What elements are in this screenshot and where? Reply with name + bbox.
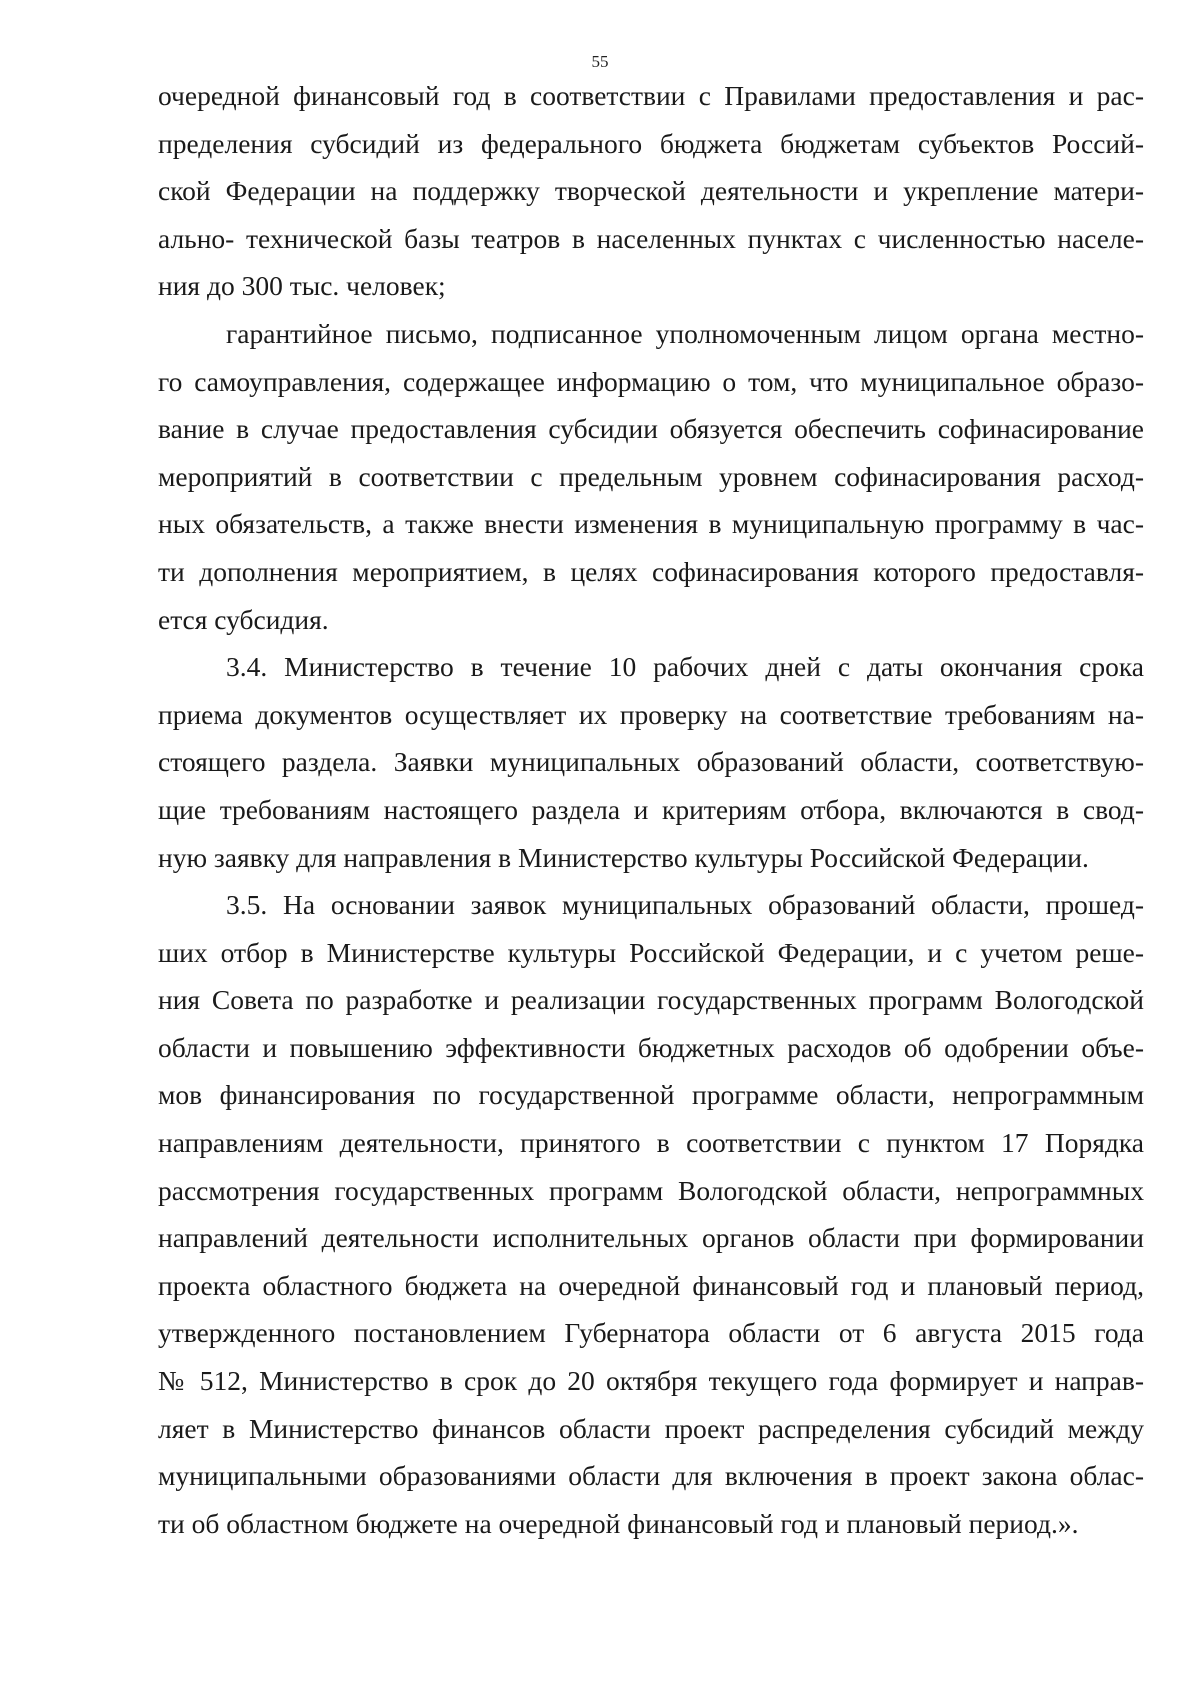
text-line: № 512, Министерство в срок до 20 октября текущего года формирует и направ-: [158, 1365, 1144, 1397]
text-line: ской Федерации на поддержку творческой деятельности и укрепление матери-: [158, 175, 1144, 207]
text-line: го самоуправления, содержащее информацию о том, что муниципальное образо-: [158, 365, 1144, 397]
document-body: [158, 72, 1144, 1547]
text-line: ния до 300 тыс. человек;: [158, 270, 446, 302]
text-line: ния Совета по разработке и реализации государственных программ Вологодской: [158, 984, 1144, 1016]
text-line: гарантийное письмо, подписанное уполномоченным лицом органа местно-: [226, 317, 1144, 349]
text-line: ти дополнения мероприятием, в целях софинасирования которого предоставля-: [158, 555, 1144, 587]
text-line: ется субсидия.: [158, 603, 329, 635]
text-line: проекта областного бюджета на очередной финансовый год и плановый период,: [158, 1269, 1144, 1301]
text-line: ную заявку для направления в Министерство культуры Российской Федерации.: [158, 841, 1089, 873]
text-line: ных обязательств, а также внести изменения в муниципальную программу в час-: [158, 508, 1144, 540]
paragraph-guarantee-letter: [158, 310, 1144, 643]
text-line: пределения субсидий из федерального бюджета бюджетам субъектов Россий-: [158, 127, 1144, 159]
text-line: щие требованиям настоящего раздела и критериям отбора, включаются в свод-: [158, 793, 1144, 825]
text-line: ально- технической базы театров в населенных пунктах с численностью населе-: [158, 222, 1144, 254]
text-line: приема документов осуществляет их проверку на соответствие требованиям на-: [158, 698, 1144, 730]
text-line: 3.4. Министерство в течение 10 рабочих дней с даты окончания срока: [226, 651, 1144, 683]
text-line: ших отбор в Министерстве культуры Российской Федерации, и с учетом реше-: [158, 936, 1144, 968]
text-line: рассмотрения государственных программ Вологодской области, непрограммных: [158, 1174, 1144, 1206]
text-line: направлениям деятельности, принятого в соответствии с пунктом 17 Порядка: [158, 1127, 1144, 1159]
text-line: стоящего раздела. Заявки муниципальных образований области, соответствую-: [158, 746, 1144, 778]
paragraph-continuation: [158, 72, 1144, 310]
paragraph-3-4: [158, 643, 1144, 881]
text-line: ляет в Министерство финансов области проект распределения субсидий между: [158, 1412, 1144, 1444]
text-line: мов финансирования по государственной программе области, непрограммным: [158, 1079, 1144, 1111]
text-line: утвержденного постановлением Губернатора области от 6 августа 2015 года: [158, 1317, 1144, 1349]
text-line: очередной финансовый год в соответствии с Правилами предоставления и рас-: [158, 80, 1144, 111]
page-number: 55: [591, 52, 609, 71]
text-line: муниципальными образованиями области для включения в проект закона облас-: [158, 1460, 1144, 1492]
text-line: 3.5. На основании заявок муниципальных образований области, прошед-: [226, 889, 1144, 921]
text-line: направлений деятельности исполнительных органов области при формировании: [158, 1222, 1144, 1254]
text-line: вание в случае предоставления субсидии обязуется обеспечить софинасирование: [158, 413, 1144, 445]
text-line: области и повышению эффективности бюджетных расходов об одобрении объе-: [158, 1031, 1144, 1063]
paragraph-3-5: [158, 881, 1144, 1547]
text-line: мероприятий в соответствии с предельным уровнем софинасирования расход-: [158, 460, 1144, 492]
text-line: ти об областном бюджете на очередной финансовый год и плановый период.».: [158, 1507, 1079, 1539]
